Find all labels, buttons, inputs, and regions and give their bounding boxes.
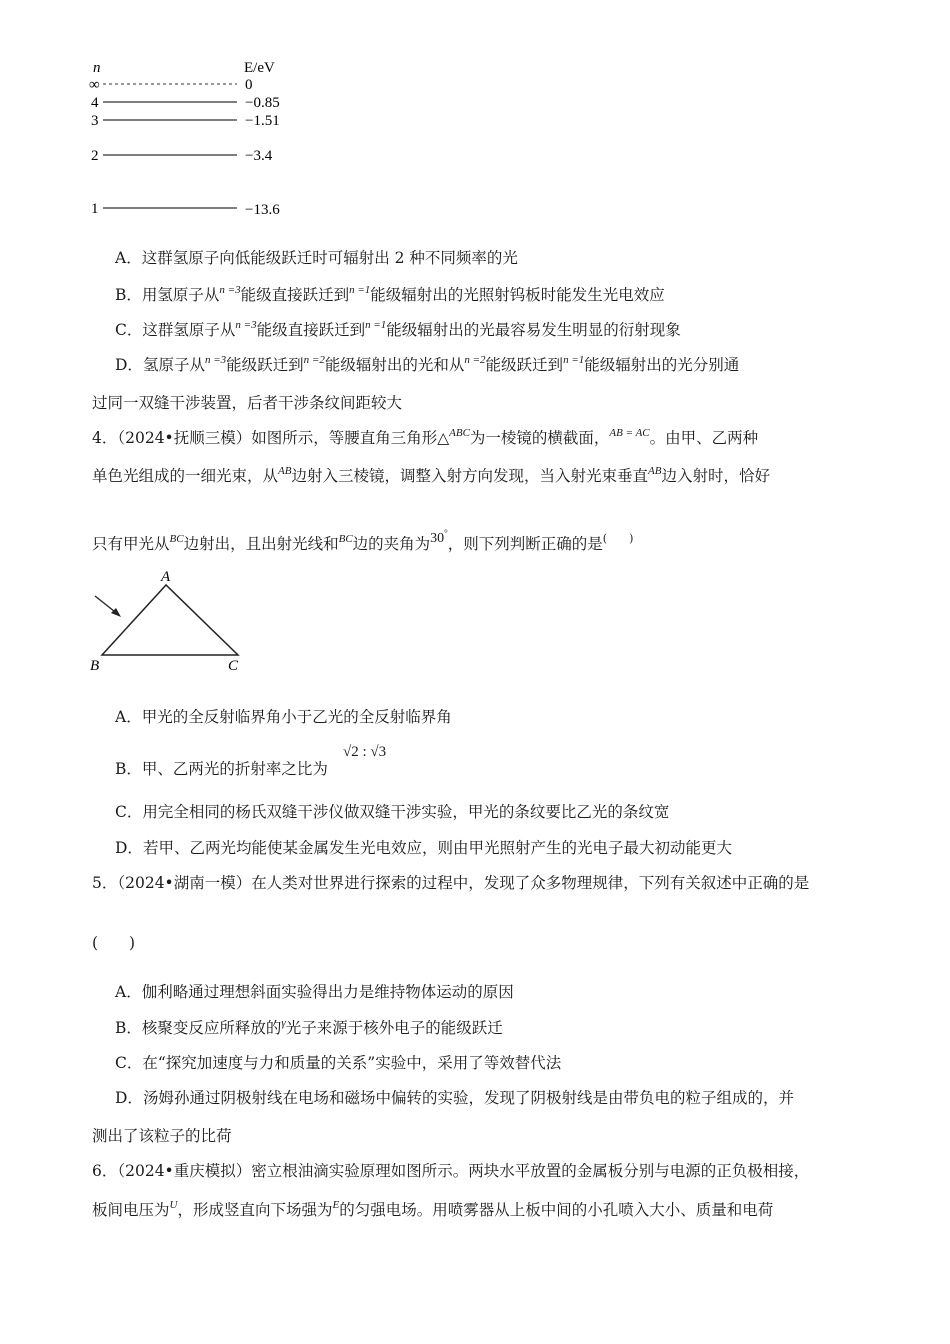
stem-text: 4．（2024•抚顺三模）如图所示，等腰直角三角形△ [92, 429, 450, 447]
stem-text: 。由甲、乙两种 [649, 429, 759, 447]
level-e-3: −1.51 [245, 113, 280, 129]
math-n1: n =1 [349, 284, 371, 296]
math-n2: n =2 [464, 354, 486, 366]
option-text: 用氢原子从 [141, 286, 220, 304]
math-n3: n =3 [204, 354, 227, 366]
option-text: 核聚变反应所释放的 [141, 1019, 282, 1037]
q4-option-c [115, 802, 669, 822]
energy-level-diagram [85, 55, 315, 225]
option-text: 在“探究加速度与力和质量的关系”实验中，采用了等效替代法 [142, 1054, 562, 1072]
option-text: 能级直接跃迁到 [240, 286, 350, 304]
stem-text: ，则下列判断正确的是 [447, 535, 603, 553]
answer-paren: ( ) [92, 934, 136, 952]
option-text: 汤姆孙通过阴极射线在电场和磁场中偏转的实验，发现了阴极射线是由带负电的粒子组成的，并 [142, 1089, 794, 1107]
math-ab: AB [647, 465, 662, 477]
vertex-label-a: A [161, 569, 171, 585]
math-n1: n =1 [563, 354, 585, 366]
q5-option-d-continued: 测出了该粒子的比荷 [92, 1127, 232, 1145]
level-e-infinity: 0 [245, 77, 253, 93]
option-text: 能级跃迁到 [226, 356, 304, 374]
vertex-label-b: B [90, 658, 100, 674]
q5-stem: 5．（2024•湖南一模）在人类对世界进行探索的过程中，发现了众多物理规律，下列有关叙述中正确的是 [92, 874, 810, 892]
option-letter: D． [115, 1089, 143, 1107]
q6-stem-line-1: 6．（2024•重庆模拟）密立根油滴实验原理如图所示。两块水平放置的金属板分别与电源的正负极相接， [92, 1162, 810, 1180]
option-letter: A． [115, 708, 142, 726]
option-text: 能级辐射出的光照射钨板时能发生光电效应 [370, 286, 665, 304]
option-text: 能级辐射出的光最容易发生明显的衍射现象 [386, 321, 681, 339]
level-e-4: −0.85 [245, 95, 280, 111]
math-bc: BC [338, 533, 353, 545]
option-letter: C． [115, 1054, 143, 1072]
option-text: 能级跃迁到 [485, 356, 564, 374]
q4-option-d [115, 838, 732, 858]
q5-option-b [115, 1018, 503, 1040]
q5-option-c [115, 1053, 561, 1073]
math-u: U [169, 1199, 178, 1211]
option-text: 甲、乙两光的折射率之比为 [141, 760, 328, 778]
prism-figure [85, 565, 245, 675]
level-n-3: 3 [91, 113, 99, 129]
level-n-2: 2 [91, 148, 99, 164]
q6-stem-line-2 [92, 1200, 773, 1222]
n-axis-label: n [93, 60, 101, 76]
option-text: 能级直接跃迁到 [256, 321, 366, 339]
level-e-2: −3.4 [245, 148, 273, 164]
q3-option-d [115, 355, 739, 377]
option-text: 氢原子从 [142, 356, 205, 374]
stem-text: 边的夹角为 [352, 535, 431, 553]
stem-text: 边射入三棱镜，调整入射方向发现，当入射光束垂直 [291, 467, 648, 485]
option-letter: B． [115, 760, 142, 778]
option-letter: C． [115, 321, 143, 339]
option-letter: C． [115, 803, 143, 821]
stem-text: 为一棱镜的横截面， [469, 429, 610, 447]
option-letter: D． [115, 356, 143, 374]
q3-option-b [115, 285, 665, 307]
option-text: 甲光的全反射临界角小于乙光的全反射临界角 [141, 708, 452, 726]
q5-option-d [115, 1088, 794, 1108]
option-letter: D． [115, 839, 143, 857]
angle-value: 30 [430, 531, 445, 546]
level-n-4: 4 [91, 95, 99, 111]
vertex-label-c: C [228, 658, 239, 674]
option-text: 能级辐射出的光和从 [324, 356, 465, 374]
option-text: 这群氢原子从 [142, 321, 236, 339]
level-e-1: −13.6 [245, 202, 280, 218]
level-n-infinity: ∞ [89, 77, 100, 93]
math-bc: BC [169, 533, 184, 545]
math-n3: n =3 [235, 319, 257, 331]
option-text: 若甲、乙两光均能使某金属发生光电效应，则由甲光照射产生的光电子最大初动能更大 [142, 839, 732, 857]
math-n3: n =3 [219, 284, 241, 296]
q4-option-a [115, 707, 452, 727]
option-letter: A． [115, 249, 142, 267]
option-letter: B． [115, 286, 142, 304]
stem-text: 边入射时，恰好 [661, 467, 770, 485]
q3-option-a [115, 248, 518, 268]
option-text: 能级辐射出的光分别通 [584, 356, 740, 374]
math-sqrt-ratio: √2 : √3 [343, 744, 387, 760]
math-ab: AB [278, 465, 292, 477]
math-abc: ABC [449, 427, 470, 439]
q4-stem-line-1 [92, 428, 758, 450]
option-letter: B． [115, 1019, 142, 1037]
math-angle [430, 528, 448, 546]
stem-text: 单色光组成的一细光束，从 [92, 467, 279, 485]
option-letter: A． [115, 983, 142, 1001]
math-n2: n =2 [303, 354, 325, 366]
stem-text: 的匀强电场。用喷雾器从上板中间的小孔喷入大小、质量和电荷 [339, 1201, 774, 1219]
math-ab-eq-ac: AB = AC [609, 427, 650, 439]
energy-axis-label: E/eV [244, 60, 275, 76]
math-gamma: γ [281, 1017, 286, 1029]
q4-option-b [115, 759, 328, 779]
q4-stem-line-3 [92, 530, 633, 556]
math-n1: n =1 [365, 319, 387, 331]
q3-option-d-continued: 过同一双缝干涉装置，后者干涉条纹间距较大 [92, 394, 403, 412]
option-text: 用完全相同的杨氏双缝干涉仪做双缝干涉实验，甲光的条纹要比乙光的条纹宽 [142, 803, 670, 821]
option-text: 这群氢原子向低能级跃迁时可辐射出 2 种不同频率的光 [141, 249, 518, 267]
stem-text: ，形成竖直向下场强为 [177, 1201, 333, 1219]
stem-text: 板间电压为 [92, 1201, 170, 1219]
q3-option-c [115, 320, 681, 342]
q4-stem-line-2 [92, 466, 770, 488]
stem-text: 只有甲光从 [92, 535, 170, 553]
answer-paren: ( ) [602, 532, 634, 545]
option-text: 光子来源于核外电子的能级跃迁 [285, 1019, 503, 1037]
triangle-abc [102, 585, 238, 655]
math-e: E [332, 1199, 340, 1211]
stem-text: 边射出，且出射光线和 [183, 535, 339, 553]
q5-option-a [115, 982, 514, 1002]
level-n-1: 1 [91, 201, 99, 217]
degree-symbol: ° [444, 528, 448, 538]
option-text: 伽利略通过理想斜面实验得出力是维持物体运动的原因 [141, 983, 514, 1001]
